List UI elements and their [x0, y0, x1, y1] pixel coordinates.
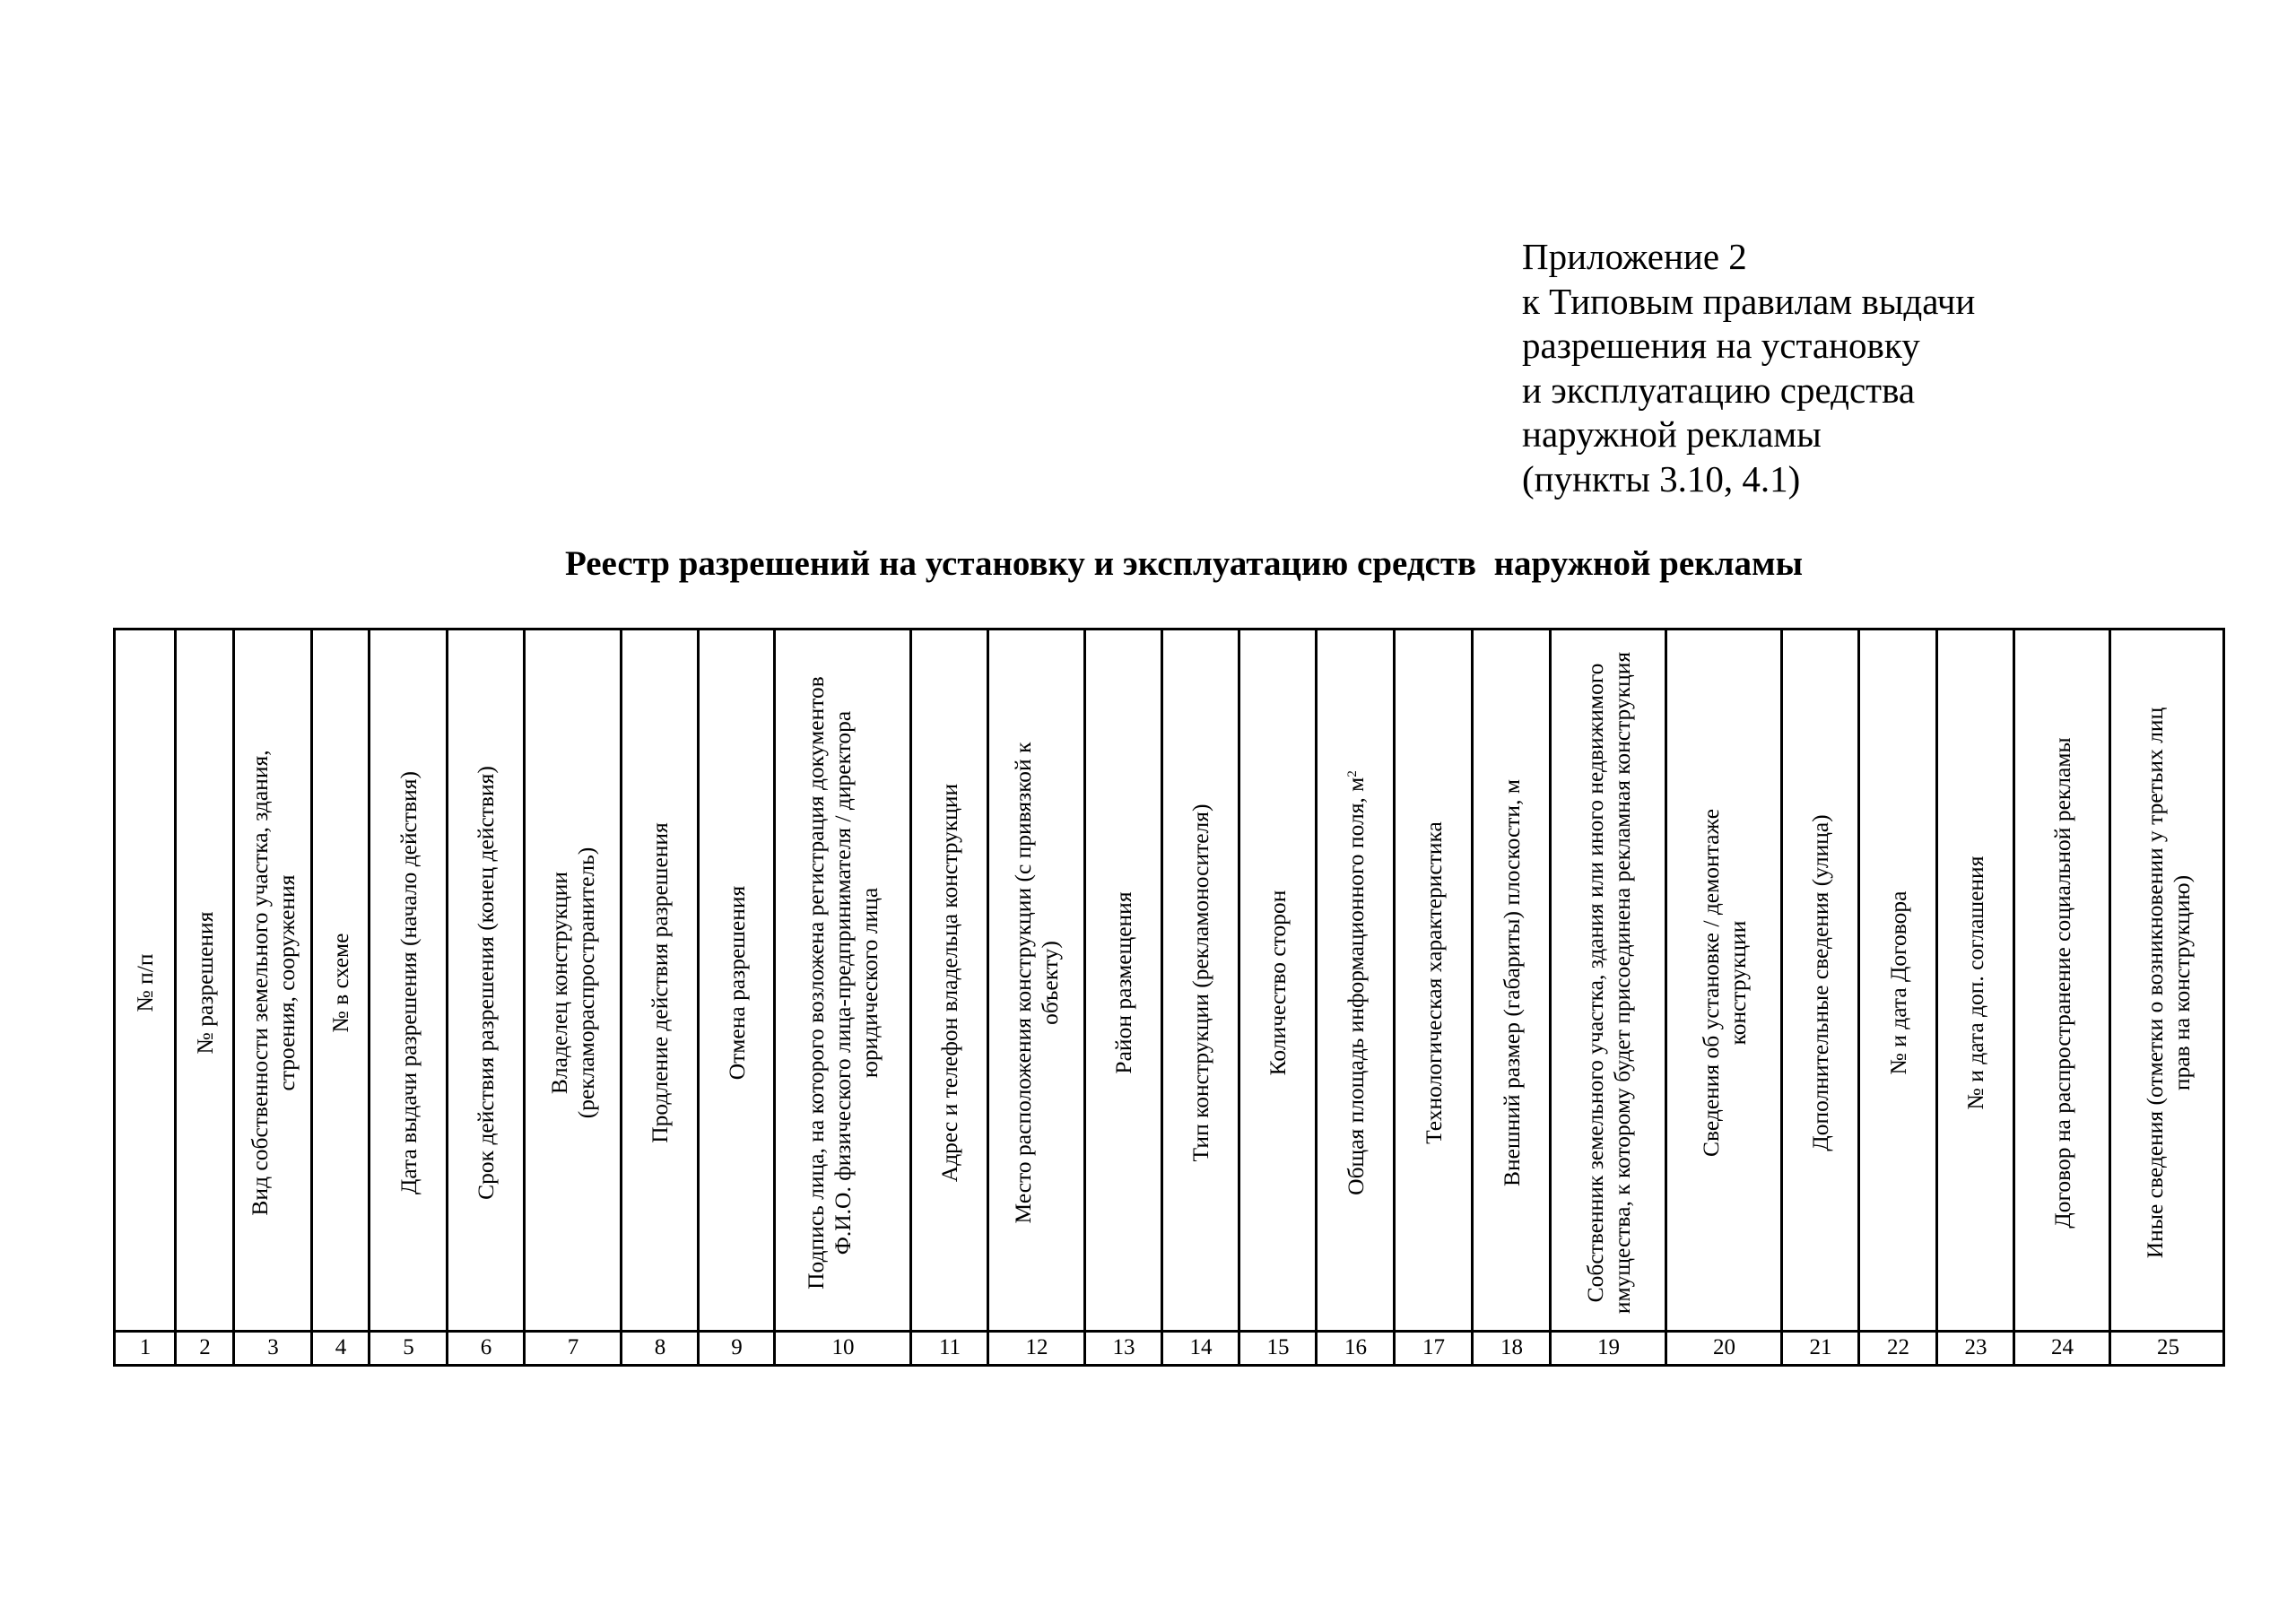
column-header-text — [1698, 750, 1752, 1216]
column-header-text — [473, 669, 500, 1297]
column-header-text — [1010, 705, 1064, 1261]
column-header-label: Адрес и телефон владельца конструкции — [936, 783, 962, 1183]
column-number: 18 — [1474, 1330, 1550, 1364]
appendix-line: наружной рекламы — [1522, 413, 1822, 455]
column-header-text — [546, 750, 600, 1216]
table-column — [116, 630, 175, 1364]
column-header-label: Дополнительные сведения (улица) — [1807, 814, 1833, 1151]
column-number: 10 — [776, 1330, 910, 1364]
column-header-text — [1187, 669, 1214, 1297]
column-header — [1860, 630, 1936, 1335]
column-header-text — [1265, 669, 1292, 1297]
column-header-text — [1421, 669, 1448, 1297]
column-number: 13 — [1086, 1330, 1161, 1364]
column-header-label: Срок действия разрешения (конец действия) — [473, 766, 499, 1200]
column-header-text — [1499, 669, 1526, 1297]
column-number: 2 — [177, 1330, 233, 1364]
table-column — [2109, 630, 2225, 1364]
column-header-label: Вид собственности земельного участка, здания, строения, сооружения — [246, 750, 300, 1216]
column-number: 19 — [1552, 1330, 1665, 1364]
column-header-label: Технологическая характеристика — [1420, 821, 1447, 1144]
table-column — [1935, 630, 2013, 1364]
column-header-text — [192, 669, 219, 1297]
column-header-text — [647, 669, 674, 1297]
column-header-label: Внешний размер (габариты) плоскости, м — [1498, 779, 1525, 1186]
column-header-label: Собственник земельного участка, здания или иного недвижимого имущества, к которому будет присоединена рекламная конструкция — [1581, 651, 1635, 1315]
table-column — [697, 630, 774, 1364]
column-number: 11 — [912, 1330, 987, 1364]
column-header-text — [1582, 642, 1636, 1324]
column-header-label: Район размещения — [1110, 891, 1136, 1074]
column-header-label: Место расположения конструкции (с привязкой к объекту) — [1010, 742, 1063, 1224]
column-header — [1552, 630, 1665, 1335]
column-header — [2015, 630, 2109, 1335]
appendix-note — [1522, 235, 1975, 501]
column-header-label: Отмена разрешения — [723, 885, 750, 1081]
table-column — [310, 630, 369, 1364]
column-header-text — [132, 669, 159, 1297]
table-column — [987, 630, 1084, 1364]
column-header-text — [803, 642, 883, 1324]
table-column — [174, 630, 233, 1364]
column-header — [313, 630, 369, 1335]
table-column — [1315, 630, 1394, 1364]
column-header — [700, 630, 774, 1335]
column-number: 20 — [1667, 1330, 1781, 1364]
superscript: 2 — [1344, 770, 1360, 777]
table-column — [773, 630, 910, 1364]
column-header — [177, 630, 233, 1335]
column-header — [1396, 630, 1472, 1335]
table-column — [1083, 630, 1161, 1364]
column-header-text — [936, 669, 963, 1297]
column-header-label: № в схеме — [327, 933, 353, 1033]
column-header-text — [1343, 669, 1370, 1297]
document-title: Реестр разрешений на установку и эксплуатацию средств наружной рекламы — [564, 544, 1804, 583]
column-header-label: Договор на распространение социальной рекламы — [2048, 737, 2075, 1229]
column-number: 23 — [1938, 1330, 2013, 1364]
table-column — [446, 630, 524, 1364]
table-column — [909, 630, 987, 1364]
column-header — [526, 630, 621, 1335]
column-header-text — [1110, 669, 1137, 1297]
column-header-label: Дата выдачи разрешения (начало действия) — [395, 771, 422, 1195]
column-header — [1474, 630, 1550, 1335]
column-header-label: Сведения об установке / демонтаже конструкции — [1697, 808, 1751, 1158]
appendix-line: Приложение 2 — [1522, 236, 1747, 277]
table-column — [232, 630, 311, 1364]
column-header — [1240, 630, 1316, 1335]
column-number: 8 — [622, 1330, 698, 1364]
table-column — [1857, 630, 1936, 1364]
column-header-text — [1807, 669, 1834, 1297]
column-number: 7 — [526, 1330, 621, 1364]
appendix-line: к Типовым правилам выдачи — [1522, 280, 1976, 322]
column-header-text — [396, 669, 422, 1297]
table-column — [620, 630, 698, 1364]
column-header-text — [327, 669, 354, 1297]
column-header — [2111, 630, 2225, 1335]
table-column — [1665, 630, 1781, 1364]
table-column — [1393, 630, 1472, 1364]
register-table — [113, 628, 2225, 1367]
column-header — [776, 630, 910, 1335]
column-header-label: Общая площадь информационного поля, м — [1342, 777, 1369, 1195]
column-header-text — [247, 732, 300, 1234]
column-header-text — [1885, 669, 1912, 1297]
column-header-label: № разрешения — [191, 911, 218, 1055]
table-column — [368, 630, 447, 1364]
column-number: 16 — [1318, 1330, 1394, 1364]
column-header — [1086, 630, 1161, 1335]
column-header-text — [1962, 669, 1989, 1297]
appendix-line: разрешения на установку — [1522, 325, 1920, 366]
column-header-text — [2142, 705, 2196, 1261]
column-header — [1783, 630, 1858, 1335]
table-column — [1780, 630, 1858, 1364]
table-column — [1471, 630, 1550, 1364]
column-number: 3 — [235, 1330, 311, 1364]
column-number: 1 — [116, 1330, 175, 1364]
column-number: 4 — [313, 1330, 369, 1364]
column-header-label: Количество сторон — [1265, 890, 1291, 1076]
column-number: 15 — [1240, 1330, 1316, 1364]
column-header-label: Иные сведения (отметки о возникновении у третьих лиц прав на конструкцию) — [2141, 707, 2195, 1259]
column-header — [448, 630, 524, 1335]
column-header — [370, 630, 447, 1335]
column-header — [1163, 630, 1239, 1335]
column-header-label: Тип конструкции (рекламоносителя) — [1187, 803, 1213, 1162]
column-header — [1938, 630, 2013, 1335]
column-number: 22 — [1860, 1330, 1936, 1364]
column-header-label: Продление действия разрешения — [647, 822, 673, 1143]
column-header — [1667, 630, 1781, 1335]
column-number: 21 — [1783, 1330, 1858, 1364]
column-number: 17 — [1396, 1330, 1472, 1364]
column-header-label: Владелец конструкции (рекламораспространитель) — [546, 847, 599, 1119]
column-header-text — [2049, 723, 2076, 1243]
column-number: 25 — [2111, 1330, 2225, 1364]
table-column — [1161, 630, 1239, 1364]
column-header-text — [724, 669, 751, 1297]
column-header — [912, 630, 987, 1335]
column-header-label: № п/п — [132, 953, 158, 1012]
column-header-label: № и дата Договора — [1884, 890, 1911, 1075]
column-number: 14 — [1163, 1330, 1239, 1364]
column-number: 9 — [700, 1330, 774, 1364]
column-header — [622, 630, 698, 1335]
column-header — [989, 630, 1084, 1335]
table-column — [2013, 630, 2109, 1364]
table-column — [523, 630, 621, 1364]
column-header — [1318, 630, 1394, 1335]
column-number: 5 — [370, 1330, 447, 1364]
appendix-line: (пункты 3.10, 4.1) — [1522, 457, 1801, 499]
column-header-label: № и дата доп. соглашения — [1962, 855, 1988, 1110]
column-number: 12 — [989, 1330, 1084, 1364]
appendix-line: и эксплуатацию средства — [1522, 369, 1916, 411]
column-header — [235, 630, 311, 1335]
column-header-label: Подпись лица, на которого возложена регистрация документов Ф.И.О. физического лица-предпринимателя / директора юридического лица — [803, 676, 883, 1290]
column-number: 6 — [448, 1330, 524, 1364]
table-column — [1549, 630, 1665, 1364]
table-column — [1238, 630, 1316, 1364]
column-number: 24 — [2015, 1330, 2109, 1364]
column-header — [116, 630, 175, 1335]
